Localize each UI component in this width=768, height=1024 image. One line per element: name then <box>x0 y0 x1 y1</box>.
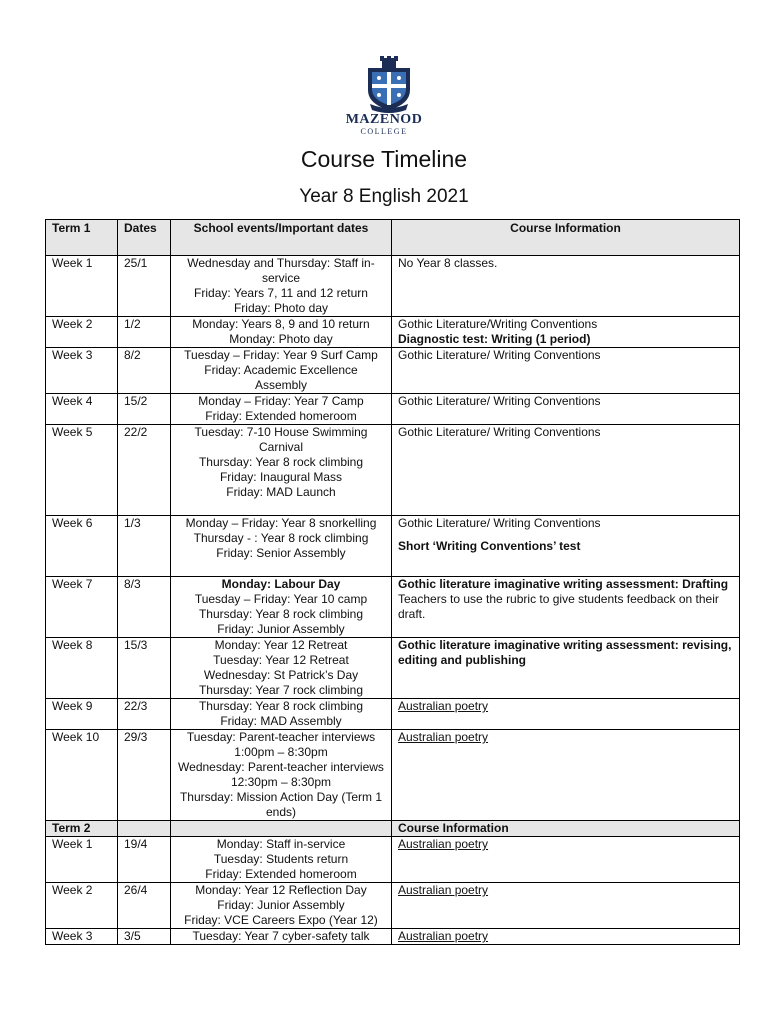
event-line: Thursday: Mission Action Day (Term 1 ends) <box>179 790 383 819</box>
info-line-bold: Gothic literature imaginative writing assessment: Drafting <box>398 577 729 591</box>
info-line-bold: Short ‘Writing Conventions’ test <box>398 539 581 553</box>
events-cell <box>171 883 392 929</box>
logo-subtitle: COLLEGE <box>360 127 408 136</box>
info-cell <box>392 516 740 577</box>
event-line: Tuesday: 7-10 House Swimming Carnival <box>194 425 368 454</box>
event-line: Friday: Inaugural Mass <box>219 470 343 484</box>
table-header-row <box>46 220 740 256</box>
week-cell: Week 8 <box>46 638 118 699</box>
term-date-empty <box>118 821 171 837</box>
info-link[interactable]: Australian poetry <box>398 730 489 744</box>
event-line: Thursday: Year 7 rock climbing <box>198 683 364 697</box>
events-cell <box>171 516 392 577</box>
term-events-empty <box>171 821 392 837</box>
week-cell: Week 2 <box>46 883 118 929</box>
info-cell <box>392 425 740 516</box>
events-cell <box>171 394 392 425</box>
events-cell <box>171 577 392 638</box>
table-row <box>46 577 740 638</box>
event-line: Monday – Friday: Year 8 snorkelling <box>185 516 377 530</box>
table-row <box>46 929 740 945</box>
event-line: Monday – Friday: Year 7 Camp <box>198 394 364 408</box>
date-cell: 22/2 <box>118 425 171 516</box>
event-line: Friday: MAD Launch <box>226 485 336 499</box>
table-row <box>46 638 740 699</box>
event-line: Thursday: Year 8 rock climbing <box>198 455 364 469</box>
info-line-bold: Diagnostic test: Writing (1 period) <box>398 332 591 346</box>
event-line: Monday: Years 8, 9 and 10 return <box>192 317 370 331</box>
table-row <box>46 317 740 348</box>
date-cell: 15/2 <box>118 394 171 425</box>
event-line: Friday: Junior Assembly <box>217 622 345 636</box>
events-cell <box>171 837 392 883</box>
week-cell: Week 1 <box>46 837 118 883</box>
event-line: Tuesday: Year 12 Retreat <box>213 653 349 667</box>
event-line: Wednesday and Thursday: Staff in-service <box>187 256 375 285</box>
event-line: Wednesday: St Patrick’s Day <box>203 668 359 682</box>
event-line: Friday: MAD Assembly <box>220 714 342 728</box>
events-cell <box>171 348 392 394</box>
header-dates: Dates <box>118 220 171 256</box>
term-course-info-header: Course Information <box>392 821 740 837</box>
info-line-bold: Gothic literature imaginative writing assessment: revising, editing and publishing <box>398 638 732 667</box>
table-row <box>46 837 740 883</box>
date-cell: 15/3 <box>118 638 171 699</box>
info-cell <box>392 883 740 929</box>
event-line: Friday: Years 7, 11 and 12 return <box>194 286 368 300</box>
info-line: Gothic Literature/ Writing Conventions <box>398 394 601 408</box>
events-cell <box>171 699 392 730</box>
date-cell: 19/4 <box>118 837 171 883</box>
event-line: Thursday - : Year 8 rock climbing <box>193 531 369 545</box>
event-line: Friday: Academic Excellence Assembly <box>204 363 358 392</box>
info-line: Gothic Literature/ Writing Conventions <box>398 348 601 362</box>
week-cell: Week 2 <box>46 317 118 348</box>
event-line: Thursday: Year 8 rock climbing <box>198 607 364 621</box>
header-term: Term 1 <box>46 220 118 256</box>
info-line: No Year 8 classes. <box>398 256 498 270</box>
event-line: Friday: Senior Assembly <box>216 546 346 560</box>
event-line: Tuesday: Students return <box>213 852 349 866</box>
table-row <box>46 348 740 394</box>
header-events: School events/Important dates <box>171 220 392 256</box>
term-header-row <box>46 821 740 837</box>
date-cell: 22/3 <box>118 699 171 730</box>
date-cell: 3/5 <box>118 929 171 945</box>
date-cell: 26/4 <box>118 883 171 929</box>
event-line: Friday: Photo day <box>233 301 329 315</box>
term-label: Term 2 <box>46 821 118 837</box>
week-cell: Week 6 <box>46 516 118 577</box>
info-cell <box>392 699 740 730</box>
table-row <box>46 699 740 730</box>
week-cell: Week 5 <box>46 425 118 516</box>
week-cell: Week 7 <box>46 577 118 638</box>
event-line: Friday: Extended homeroom <box>205 867 357 881</box>
week-cell: Week 3 <box>46 348 118 394</box>
info-link[interactable]: Australian poetry <box>398 837 489 851</box>
info-cell <box>392 394 740 425</box>
date-cell: 8/3 <box>118 577 171 638</box>
table-row <box>46 394 740 425</box>
event-line: Thursday: Year 8 rock climbing <box>198 699 364 713</box>
date-cell: 25/1 <box>118 256 171 317</box>
week-cell: Week 4 <box>46 394 118 425</box>
info-cell <box>392 317 740 348</box>
event-line: Monday: Staff in-service <box>216 837 346 851</box>
event-line: Monday: Year 12 Reflection Day <box>195 883 367 897</box>
info-link[interactable]: Australian poetry <box>398 699 489 713</box>
info-line: Gothic Literature/Writing Conventions <box>398 317 598 331</box>
info-link[interactable]: Australian poetry <box>398 929 489 943</box>
info-cell <box>392 929 740 945</box>
date-cell: 1/3 <box>118 516 171 577</box>
info-cell <box>392 730 740 821</box>
events-cell <box>171 425 392 516</box>
info-cell <box>392 638 740 699</box>
event-line: Friday: VCE Careers Expo (Year 12) <box>184 913 378 927</box>
date-cell: 8/2 <box>118 348 171 394</box>
events-cell <box>171 638 392 699</box>
logo-name: MAZENOD <box>345 112 423 127</box>
events-cell <box>171 929 392 945</box>
events-cell <box>171 317 392 348</box>
events-cell <box>171 256 392 317</box>
event-line: Wednesday: Parent-teacher interviews 12:30pm – 8:30pm <box>178 760 384 789</box>
info-cell <box>392 256 740 317</box>
page-subtitle: Year 8 English 2021 <box>299 186 469 207</box>
event-line: Tuesday – Friday: Year 9 Surf Camp <box>184 348 378 362</box>
crest-icon <box>356 56 422 114</box>
table-row <box>46 516 740 577</box>
info-line: Teachers to use the rubric to give students feedback on their draft. <box>398 592 719 621</box>
table-row <box>46 730 740 821</box>
table-row <box>46 256 740 317</box>
info-link[interactable]: Australian poetry <box>398 883 489 897</box>
event-line: Tuesday – Friday: Year 10 camp <box>194 592 368 606</box>
course-timeline-table <box>45 219 740 945</box>
event-line: Tuesday: Year 7 cyber-safety talk <box>192 929 370 943</box>
info-line: Gothic Literature/ Writing Conventions <box>398 425 601 439</box>
event-line: Friday: Extended homeroom <box>205 409 357 423</box>
info-cell <box>392 348 740 394</box>
week-cell: Week 10 <box>46 730 118 821</box>
info-line: Gothic Literature/ Writing Conventions <box>398 516 601 530</box>
event-line: Monday: Photo day <box>229 332 333 346</box>
week-cell: Week 1 <box>46 256 118 317</box>
event-line: Friday: Junior Assembly <box>217 898 345 912</box>
page-title: Course Timeline <box>300 146 468 172</box>
table-row <box>46 883 740 929</box>
table-row <box>46 425 740 516</box>
header-course-info: Course Information <box>392 220 740 256</box>
event-line-bold: Monday: Labour Day <box>221 577 341 591</box>
info-cell <box>392 837 740 883</box>
date-cell: 1/2 <box>118 317 171 348</box>
event-line: Monday: Year 12 Retreat <box>214 638 348 652</box>
week-cell: Week 9 <box>46 699 118 730</box>
events-cell <box>171 730 392 821</box>
event-line: Tuesday: Parent-teacher interviews 1:00pm – 8:30pm <box>186 730 376 759</box>
date-cell: 29/3 <box>118 730 171 821</box>
week-cell: Week 3 <box>46 929 118 945</box>
info-cell <box>392 577 740 638</box>
